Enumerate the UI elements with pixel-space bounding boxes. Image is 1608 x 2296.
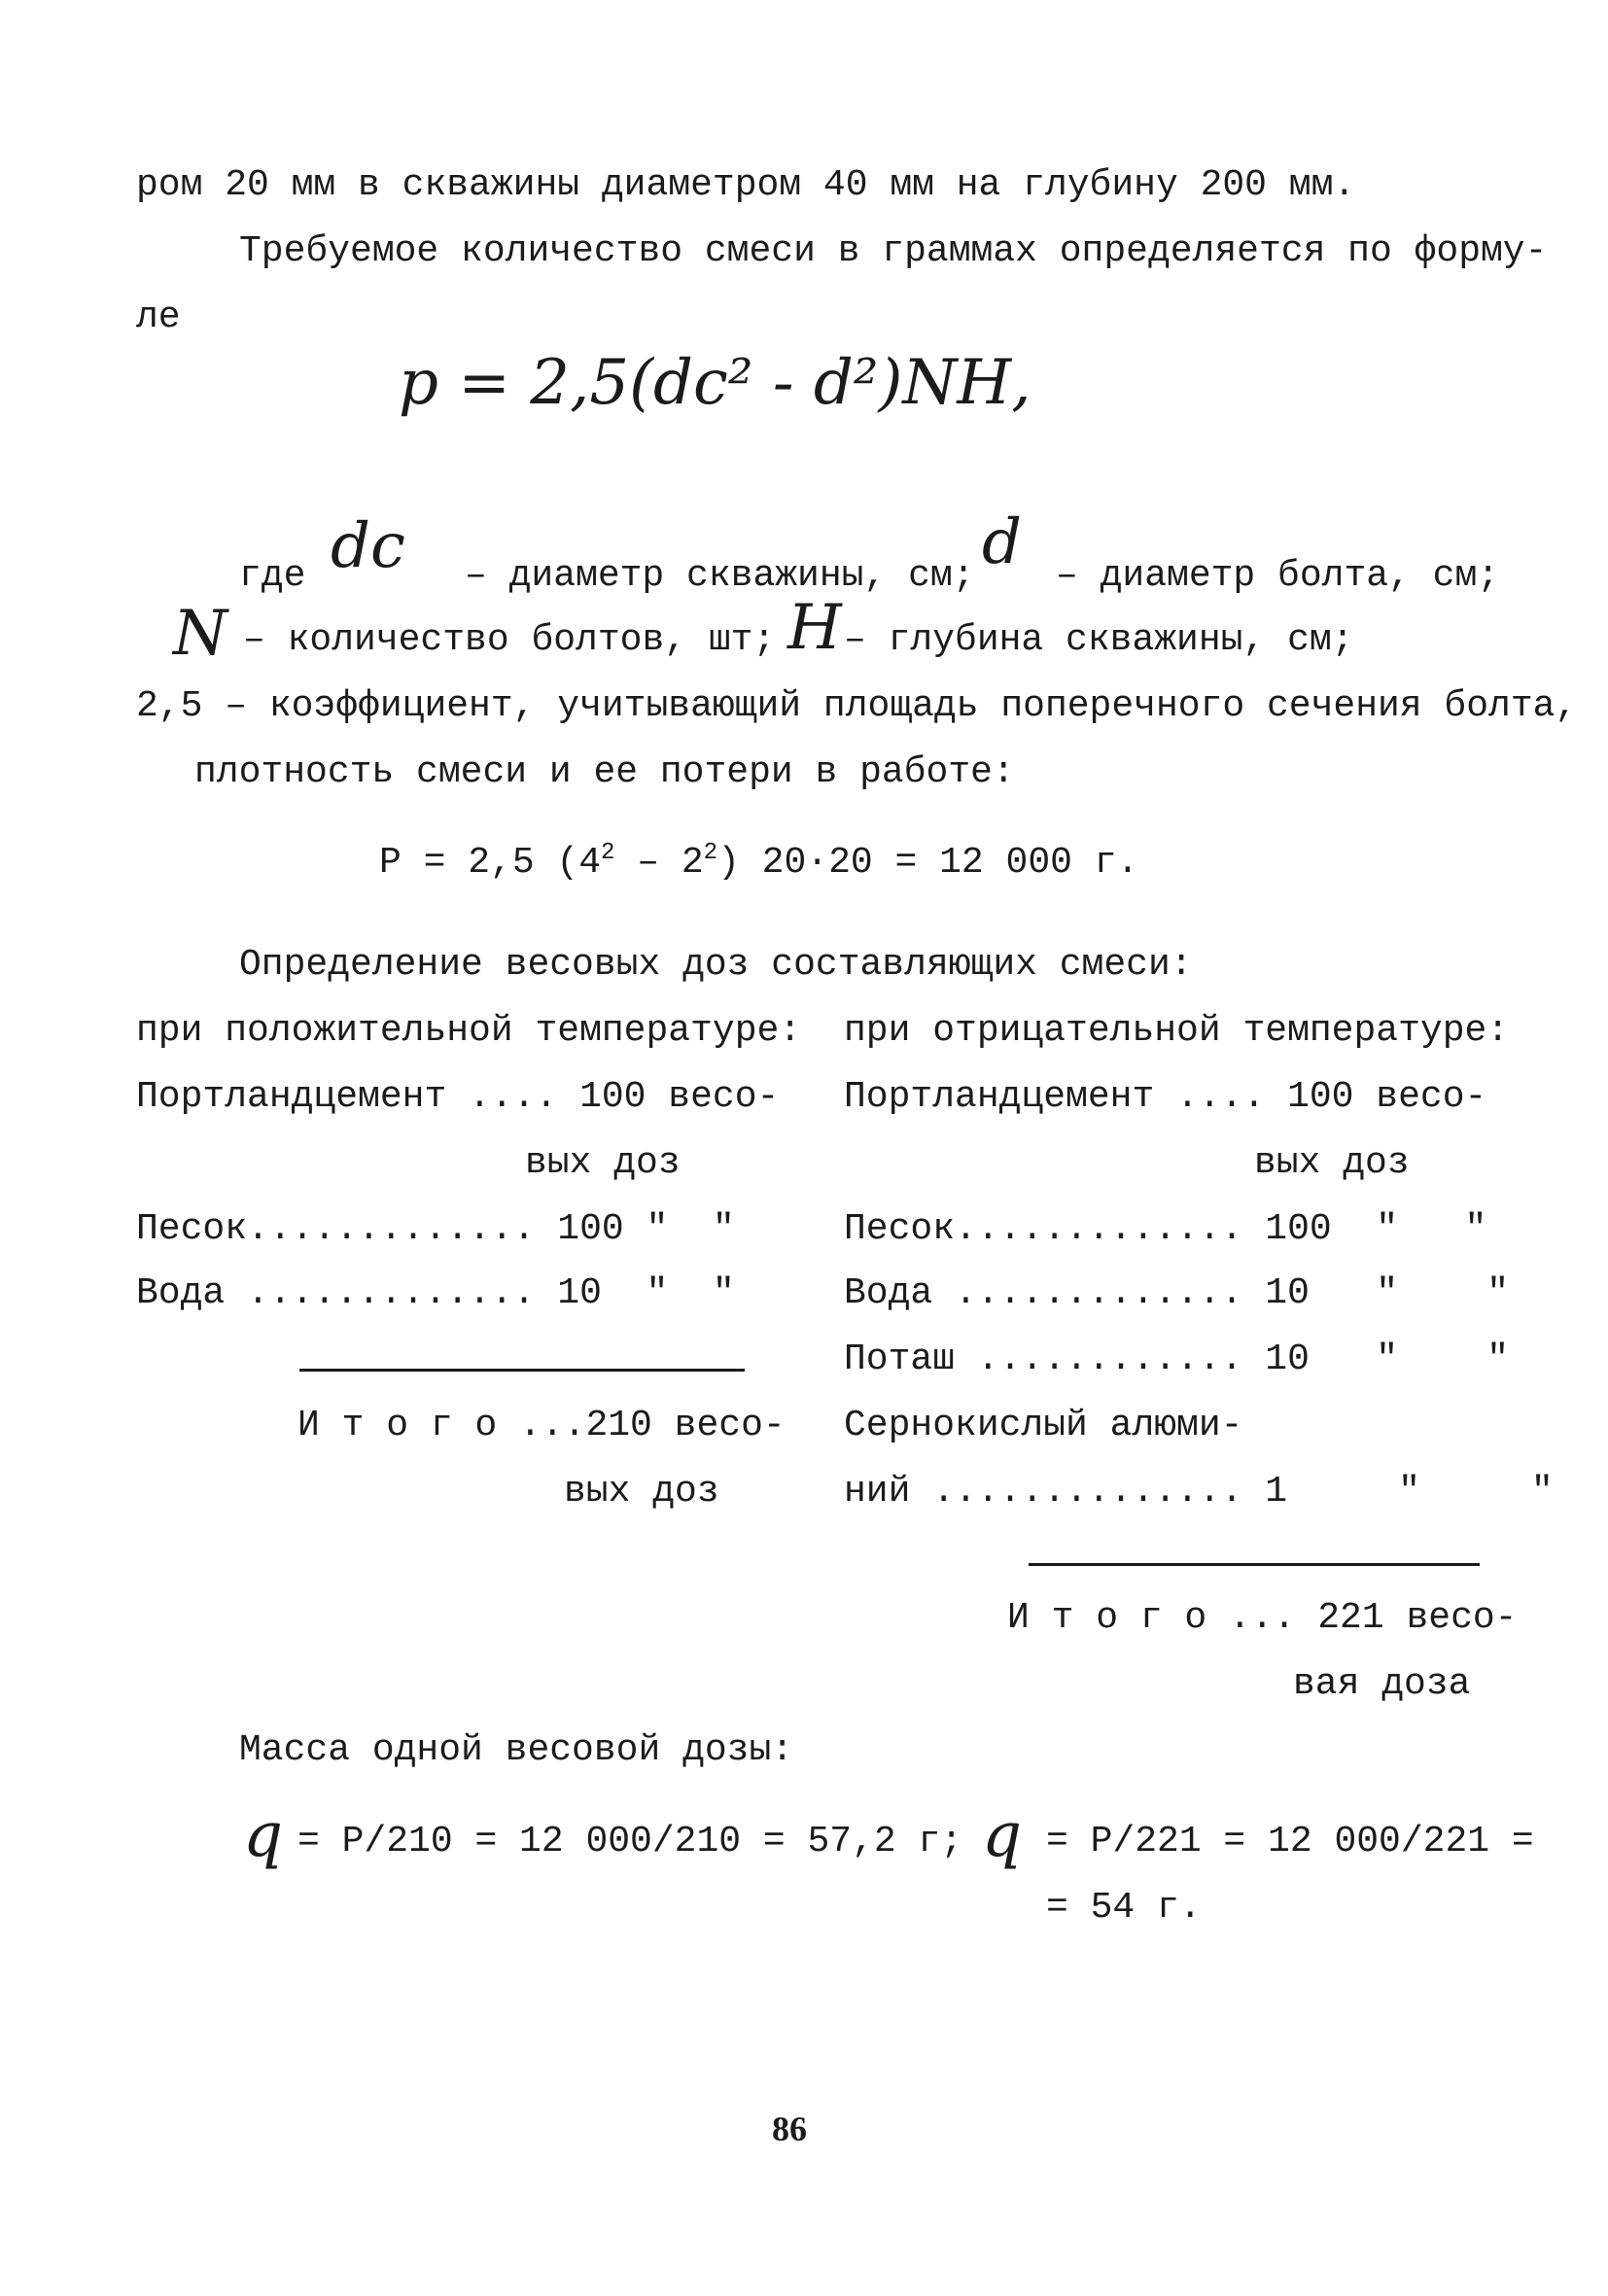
formula-intro-line-2: ле [136,296,181,338]
right-row-water: Вода ............. 10 " " [844,1272,1510,1314]
left-total-rule [299,1369,745,1372]
mass-title: Масса одной весовой дозы: [239,1729,794,1771]
right-row-alum-cont: ний .............. 1 " " [844,1471,1554,1513]
right-row-sand: Песок............. 100 " " [844,1208,1487,1250]
right-row-portland-cont: вых доз [1254,1142,1410,1184]
mass-q2: = P/221 = 12 000/221 = [1046,1821,1534,1862]
left-total-cont: вых доз [564,1471,719,1513]
legend-d-text: – диаметр болта, см; [1056,555,1500,597]
right-total-cont: вая доза [1293,1663,1471,1705]
formula-intro-line-1: Требуемое количество смеси в граммах определяется по форму- [239,230,1548,272]
symbol-d: d [982,506,1022,578]
right-row-alum: Сернокислый алюми- [844,1405,1243,1446]
left-row-portland: Портландцемент .... 100 весо- [136,1076,780,1118]
left-heading: при положительной температуре: [136,1010,802,1052]
intro-line: ром 20 мм в скважины диаметром 40 мм на глубину 200 мм. [136,164,1356,206]
calculation: P = 2,5 $(4^2 - 2^2) 20\cdot 20 = 12$ 000 г. [379,840,1139,884]
left-row-portland-cont: вых доз [525,1142,681,1184]
legend-h-text: – глубина скважины, см; [844,619,1354,661]
symbol-q2: q [982,1799,1022,1871]
mass-q2-cont: = 54 г. [1046,1887,1202,1929]
doses-title: Определение весовых доз составляющих смеси: [239,944,1193,986]
coefficient-line-2: плотность смеси и ее потери в работе: [194,751,1015,793]
legend-n-text: – количество болтов, шт; [243,619,776,661]
left-total: И т о г о ...210 весо- [297,1405,786,1446]
legend-where: где [239,555,306,597]
mass-q1: = P/210 = 12 000/210 = 57,2 г; [297,1821,963,1862]
right-total: И т о г о ... 221 весо- [1007,1597,1518,1639]
left-row-sand: Песок............. 100 " " [136,1208,735,1250]
main-formula: p = 2,5(dc² - d²)NH, [399,347,1031,419]
right-total-rule [1029,1563,1480,1566]
left-row-water: Вода ............. 10 " " [136,1272,735,1314]
symbol-dc: dc [331,510,405,582]
right-row-potash: Поташ ............ 10 " " [844,1339,1510,1380]
right-row-portland: Портландцемент .... 100 весо- [844,1076,1487,1118]
coefficient-line-1: 2,5 – коэффициент, учитывающий площадь поперечного сечения болта, [136,685,1578,727]
legend-dc-text: – диаметр скважины, см; [465,555,975,597]
symbol-h: H [787,592,842,664]
page-number: 86 [772,2109,807,2148]
symbol-n: N [173,598,227,670]
right-heading: при отрицательной температуре: [844,1010,1510,1052]
symbol-q1: q [243,1799,283,1871]
